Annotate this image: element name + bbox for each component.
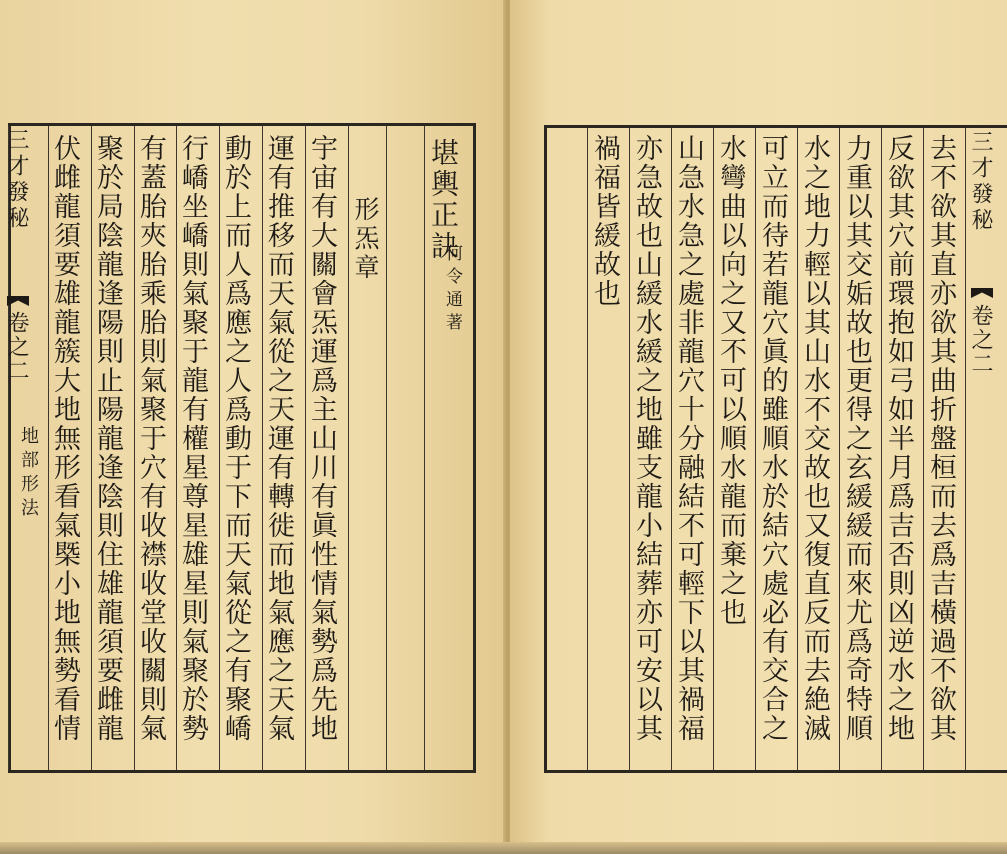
chapter-title: 形炁章 — [351, 196, 380, 283]
margin-book-title: 三才發秘 — [4, 128, 29, 232]
text-column: 動於上而人爲應之人爲動于下而天氣從之有聚嶠 — [220, 134, 251, 743]
text-column: 去不欲其直亦欲其曲折盤桓而去爲吉橫過不欲其 — [925, 134, 956, 743]
margin-book-title: 三才發秘 — [968, 130, 993, 234]
author-line: 何令通著 — [442, 244, 462, 336]
margin-volume: 卷之二 — [4, 311, 29, 383]
text-column: 水之地力輕以其山水不交故也又復直反而去絶滅 — [799, 134, 830, 743]
text-column: 聚於局陰龍逢陽則止陽龍逢陰則住雄龍須要雌龍 — [92, 134, 123, 743]
fish-tail-mark — [971, 288, 993, 298]
left-text-frame — [4, 123, 476, 773]
margin-volume: 卷之二 — [968, 304, 993, 376]
fish-tail-mark — [7, 296, 29, 306]
book-main-title: 堪輿正訣 — [427, 138, 460, 262]
right-page — [510, 0, 1007, 844]
text-column: 伏雌龍須要雄龍簇大地無形看氣槩小地無勢看情 — [49, 134, 80, 743]
text-column: 有蓋胎夾胎乘胎則氣聚于穴有收襟收堂收關則氣 — [135, 134, 166, 743]
text-column: 山急水急之處非龍穴十分融結不可輕下以其禍福 — [673, 134, 704, 743]
text-column: 禍福皆緩故也 — [589, 134, 620, 308]
text-column: 可立而待若龍穴眞的雖順水於結穴處必有交合之 — [757, 134, 788, 743]
text-column: 宇宙有大關會炁運爲主山川有眞性情氣勢爲先地 — [306, 134, 337, 743]
left-page — [0, 0, 505, 844]
text-column: 力重以其交姤故也更得之玄緩緩而來尤爲奇特順 — [841, 134, 872, 743]
page-bottom-edge — [0, 842, 1007, 854]
text-column: 反欲其穴前環抱如弓如半月爲吉否則凶逆水之地 — [883, 134, 914, 743]
text-column: 水彎曲以向之又不可以順水龍而棄之也 — [715, 134, 746, 627]
text-column: 行嶠坐嶠則氣聚于龍有權星尊星雄星則氣聚於勢 — [177, 134, 208, 743]
margin-section: 地部形法 — [18, 426, 39, 522]
text-column: 亦急故也山緩水緩之地雖支龍小結葬亦可安以其 — [631, 134, 662, 743]
right-text-frame — [544, 125, 1007, 773]
text-column: 運有推移而天氣從之天運有轉徙而地氣應之天氣 — [263, 134, 294, 743]
